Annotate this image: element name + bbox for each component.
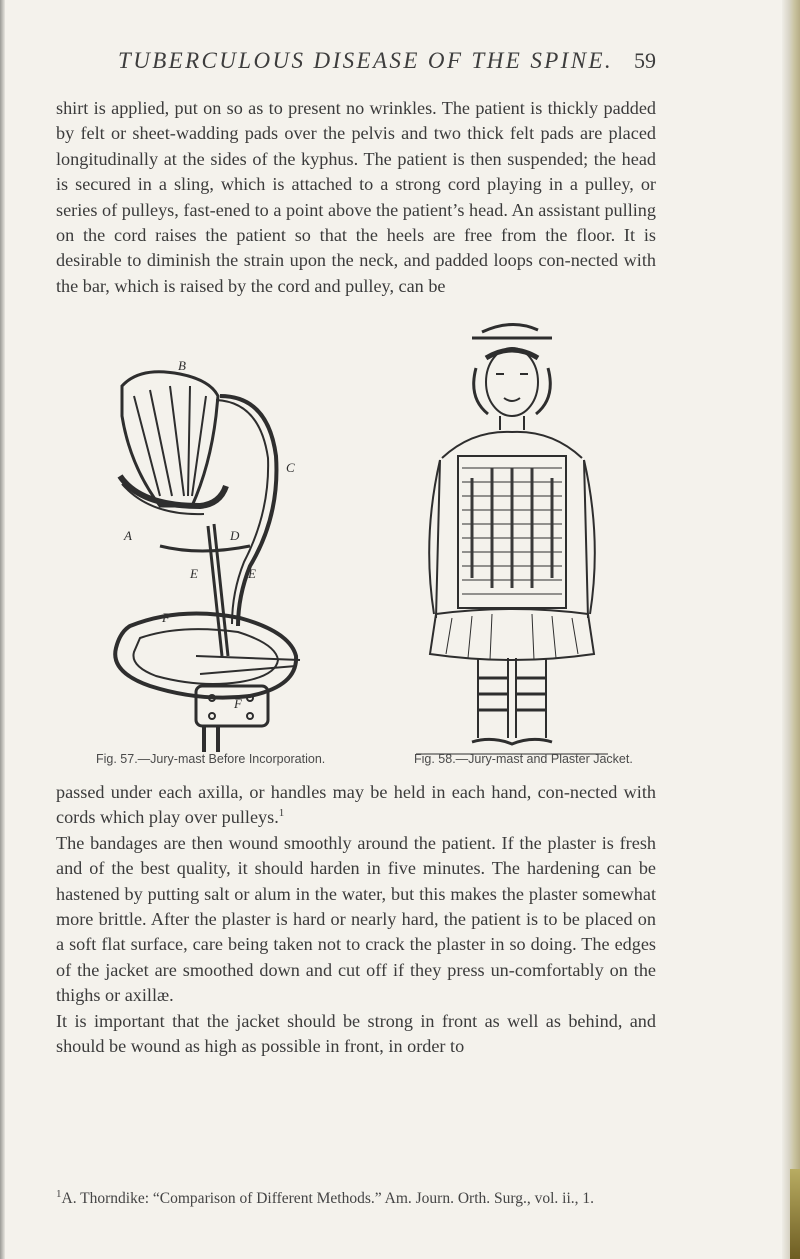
paragraph: It is important that the jacket should be strong in front as well as behind, and should be wound as high as possible in front, in order to: [56, 1010, 656, 1057]
body-text-top: [56, 96, 656, 299]
figure-label-e-left: E: [190, 566, 198, 581]
figure-label-d: D: [230, 528, 240, 543]
paragraph: shirt is applied, put on so as to present no wrinkles. The patient is thickly padded by felt or sheet-wadding pads over the pelvis and two thick felt pads are placed longitudinally at the sides of the kyphus. The patient is then suspended; the head is secured in a sling, which is attached to a strong cord playing in a pulley, or series of pulleys, fast-ened to a point above the patient’s head. An assistant pulling on the cord raises the patient so that the heels are free from the floor. It is desirable to diminish the strain upon the neck, and padded loops con-nected with the bar, which is raised by the cord and pulley, can be: [56, 98, 656, 296]
footnote: [56, 1188, 656, 1209]
figure-label-f-left: F: [162, 610, 170, 625]
figure-57-caption: Fig. 57.—Jury-mast Before Incorporation.: [96, 752, 326, 766]
running-title: TUBERCULOUS DISEASE OF THE SPINE.: [118, 48, 614, 73]
footnote-marker: 1: [56, 1187, 62, 1200]
footnote-reference: 1: [278, 807, 285, 820]
paragraph: [56, 780, 656, 831]
paragraph-text: passed under each axilla, or handles may be held in each hand, con-nected with cords which play over pulleys.: [56, 782, 656, 828]
figure-label-c: C: [286, 460, 295, 475]
figure-58-plaster-jacket: [412, 318, 612, 760]
figure-label-b: B: [178, 358, 186, 373]
body-text-bottom: [56, 780, 656, 1059]
page-left-edge: [0, 0, 5, 1259]
figure-label-a: A: [124, 528, 132, 543]
page-right-edge: [782, 0, 800, 1259]
figure-58-caption: Fig. 58.—Jury-mast and Plaster Jacket.: [414, 752, 633, 766]
figure-label-f-right: F: [234, 696, 242, 711]
figure-label-e-right: E: [248, 566, 256, 581]
page-number: 59: [634, 48, 656, 73]
figure-57-jury-mast: [100, 356, 310, 756]
running-head: [0, 48, 800, 84]
paragraph: The bandages are then wound smoothly around the patient. If the plaster is fresh and of the best quality, it should harden in five minutes. The hardening can be hastened by putting salt or alum in the water, but this makes the plaster somewhat more brittle. After the plaster is hard or nearly hard, the patient is to be placed on a soft flat surface, care being taken not to crack the plaster in so doing. The edges of the jacket are smoothed down and cut off if they press un-comfortably on the thighs or axillæ.: [56, 832, 656, 1006]
footnote-text: A. Thorndike: “Comparison of Different Methods.” Am. Journ. Orth. Surg., vol. ii., 1.: [61, 1190, 595, 1207]
